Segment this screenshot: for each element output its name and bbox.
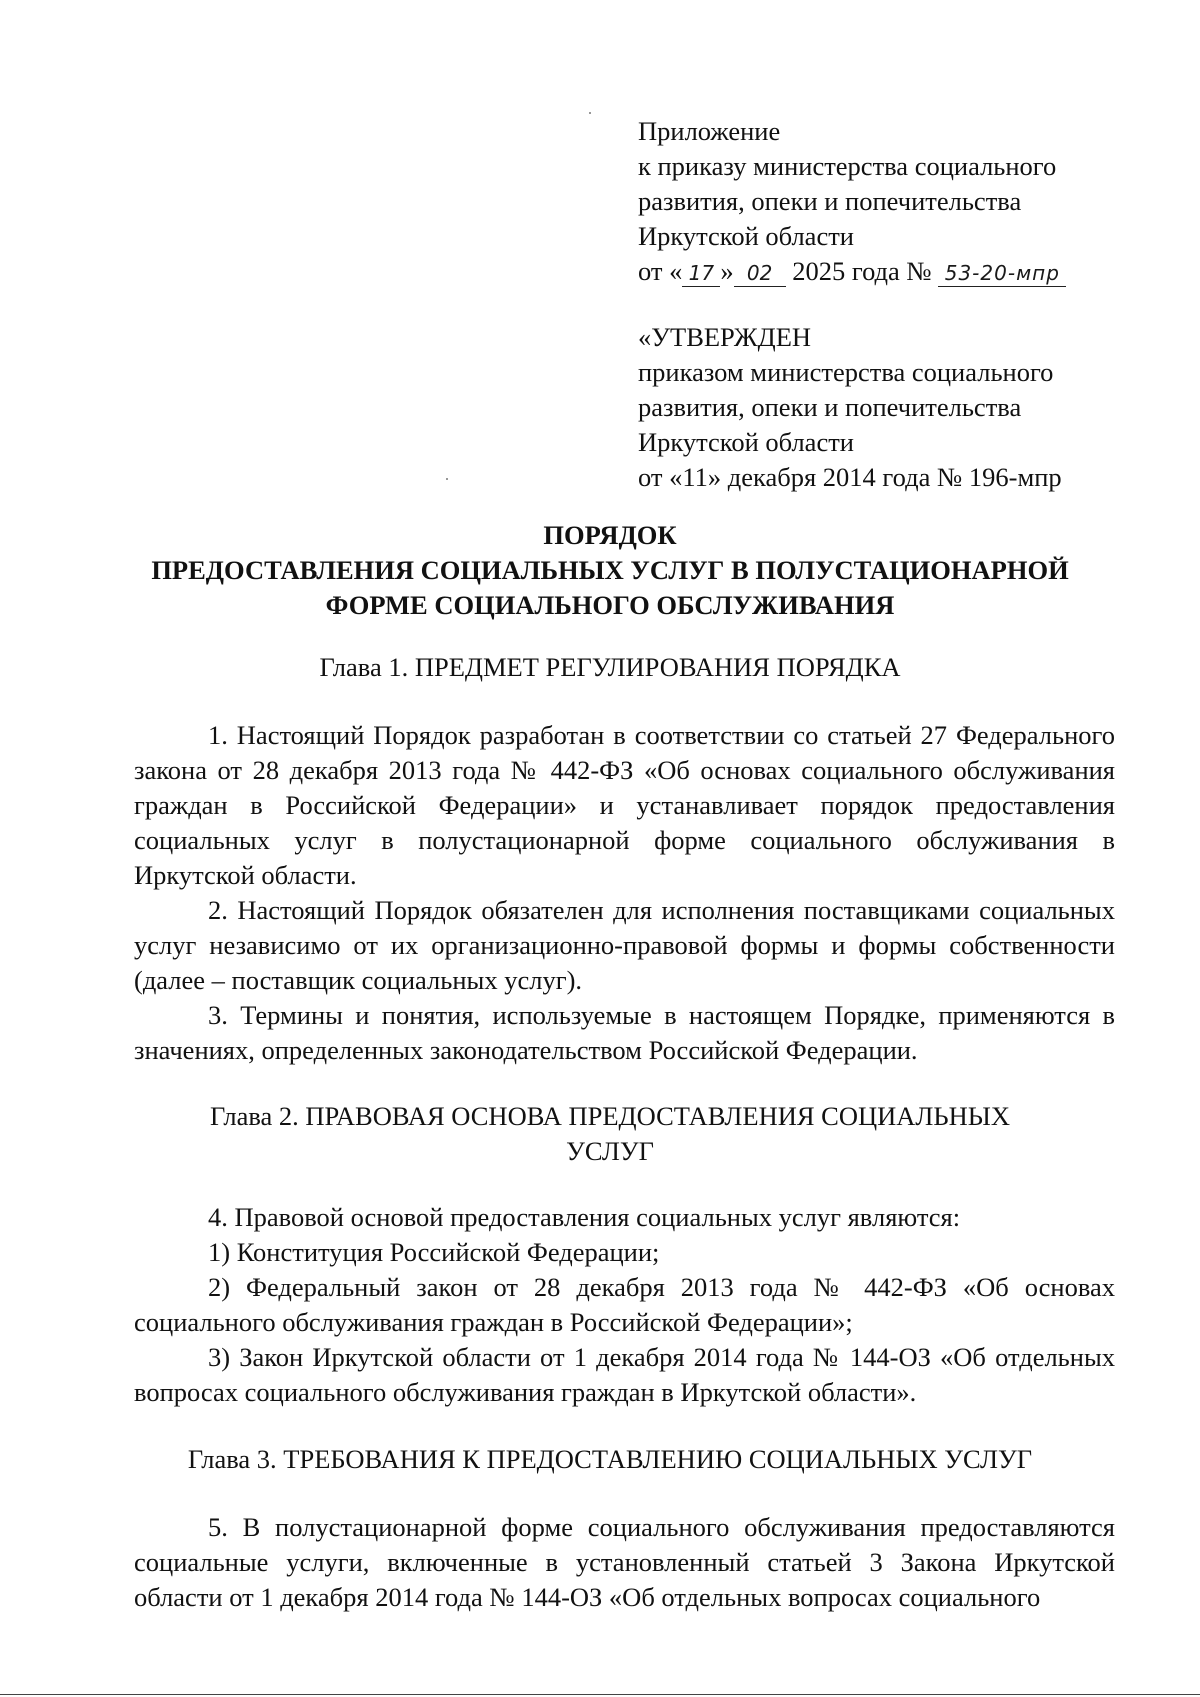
approval-line-2: приказом министерства социального — [638, 357, 1054, 387]
scan-speck — [589, 112, 591, 114]
chapter-3-title: Глава 3. ТРЕБОВАНИЯ К ПРЕДОСТАВЛЕНИЮ СОЦИАЛЬНЫХ УСЛУГ — [187, 1444, 1033, 1474]
handwritten-month: 02 — [734, 260, 786, 287]
list-item-1: 1) Конституция Российской Федерации; — [208, 1237, 660, 1267]
chapter-2-heading — [120, 1099, 1100, 1169]
date-year: 2025 года № — [792, 256, 932, 286]
annex-date-line — [638, 254, 1158, 289]
title-line-3: ФОРМЕ СОЦИАЛЬНОГО ОБСЛУЖИВАНИЯ — [325, 590, 895, 620]
handwritten-order-number: 53-20-мпр — [938, 260, 1066, 287]
handwritten-day: 17 — [682, 260, 720, 287]
paragraph-5: 5. В полустационарной форме социального обслуживания предоставляются социальные услуги, включенные в установленный статьей 3 Закона Иркутской области от 1 декабря 2014 года № 144-ОЗ «Об отдельных вопросах социального — [134, 1512, 1115, 1612]
annex-header — [638, 114, 1158, 289]
approval-line-1: «УТВЕРЖДЕН — [638, 322, 812, 352]
title-line-1: ПОРЯДОК — [543, 520, 677, 550]
approval-line-5: от «11» декабря 2014 года № 196-мпр — [638, 462, 1062, 492]
chapter-2-title-line-2: УСЛУГ — [566, 1136, 654, 1166]
approval-line-3: развития, опеки и попечительства — [638, 392, 1022, 422]
approval-block — [638, 320, 1158, 495]
paragraph-3: 3. Термины и понятия, используемые в настоящем Порядке, применяются в значениях, определенных законодательством Российской Федерации. — [134, 1000, 1115, 1065]
approval-line-4: Иркутской области — [638, 427, 854, 457]
chapter-2-title-line-1: Глава 2. ПРАВОВАЯ ОСНОВА ПРЕДОСТАВЛЕНИЯ СОЦИАЛЬНЫХ — [210, 1101, 1010, 1131]
list-item-2: 2) Федеральный закон от 28 декабря 2013 года № 442-ФЗ «Об основах социального обслуживания граждан в Российской Федерации»; — [134, 1272, 1115, 1337]
date-mid: » — [720, 256, 734, 286]
annex-line-2: к приказу министерства социального — [638, 151, 1057, 181]
document-title — [100, 518, 1120, 623]
paragraph-2: 2. Настоящий Порядок обязателен для исполнения поставщиками социальных услуг независимо от их организационно-правовой формы и формы собственности (далее – поставщик социальных услуг). — [134, 895, 1115, 995]
paragraph-1: 1. Настоящий Порядок разработан в соответствии со статьей 27 Федерального закона от 28 декабря 2013 года № 442-ФЗ «Об основах социального обслуживания граждан в Российской Федерации» и устанавливает порядок предоставления социальных услуг в полустационарной форме социального обслуживания в Иркутской области. — [134, 720, 1115, 890]
title-line-2: ПРЕДОСТАВЛЕНИЯ СОЦИАЛЬНЫХ УСЛУГ В ПОЛУСТАЦИОНАРНОЙ — [151, 555, 1069, 585]
date-prefix: от « — [638, 256, 683, 286]
chapter-1-heading — [120, 650, 1100, 685]
scan-edge-line — [0, 1694, 1200, 1695]
annex-line-1: Приложение — [638, 116, 781, 146]
list-item-3: 3) Закон Иркутской области от 1 декабря 2014 года № 144-ОЗ «Об отдельных вопросах социального обслуживания граждан в Иркутской области». — [134, 1342, 1115, 1407]
annex-line-4: Иркутской области — [638, 221, 854, 251]
chapter-3-heading — [120, 1442, 1100, 1477]
paragraph-4: 4. Правовой основой предоставления социальных услуг являются: — [208, 1202, 961, 1232]
chapter-1-title: Глава 1. ПРЕДМЕТ РЕГУЛИРОВАНИЯ ПОРЯДКА — [319, 652, 901, 682]
annex-line-3: развития, опеки и попечительства — [638, 186, 1022, 216]
scan-speck — [446, 478, 448, 480]
